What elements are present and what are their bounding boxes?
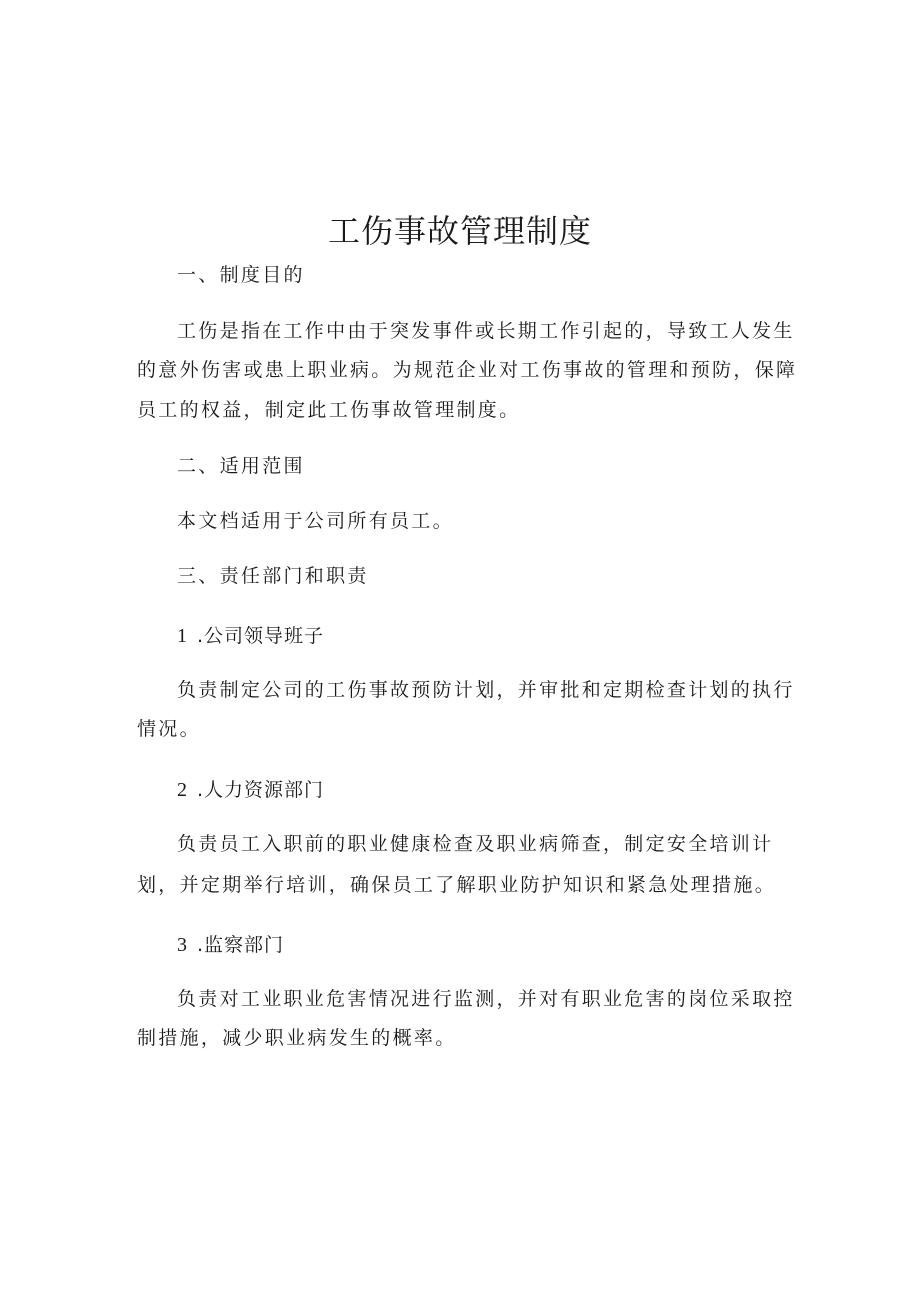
- item-label: .人力资源部门: [197, 779, 325, 801]
- paragraph-line: 负责制定公司的工伤事故预防计划，并审批和定期检查计划的执行: [177, 679, 795, 701]
- item-number: 3: [177, 934, 188, 956]
- document-title: 工伤事故管理制度: [327, 212, 592, 250]
- section-heading-responsibilities: 三、责任部门和职责: [177, 565, 369, 587]
- item-label: .公司领导班子: [197, 625, 325, 647]
- paragraph-line: 情况。: [137, 718, 201, 740]
- paragraph-line: 制措施，减少职业病发生的概率。: [137, 1027, 457, 1049]
- section-heading-scope: 二、适用范围: [177, 455, 305, 477]
- paragraph-line: 员工的权益，制定此工伤事故管理制度。: [137, 399, 521, 421]
- paragraph-line: 的意外伤害或患上职业病。为规范企业对工伤事故的管理和预防，保障: [137, 359, 798, 381]
- paragraph-line: 负责员工入职前的职业健康检查及职业病筛查，制定安全培训计: [177, 833, 774, 855]
- paragraph-line: 本文档适用于公司所有员工。: [177, 510, 454, 532]
- paragraph-line: 工伤是指在工作中由于突发事件或长期工作引起的，导致工人发生: [177, 320, 795, 342]
- item-label: .监察部门: [197, 934, 285, 956]
- paragraph-line: 负责对工业职业危害情况进行监测，并对有职业危害的岗位采取控: [177, 988, 795, 1010]
- numbered-item-heading: [177, 932, 284, 959]
- item-number: 1: [177, 625, 188, 647]
- section-heading-purpose: 一、制度目的: [177, 264, 305, 286]
- item-number: 2: [177, 779, 188, 801]
- paragraph-line: 划，并定期举行培训，确保员工了解职业防护知识和紧急处理措施。: [137, 874, 777, 896]
- numbered-item-heading: [177, 623, 324, 650]
- numbered-item-heading: [177, 777, 324, 804]
